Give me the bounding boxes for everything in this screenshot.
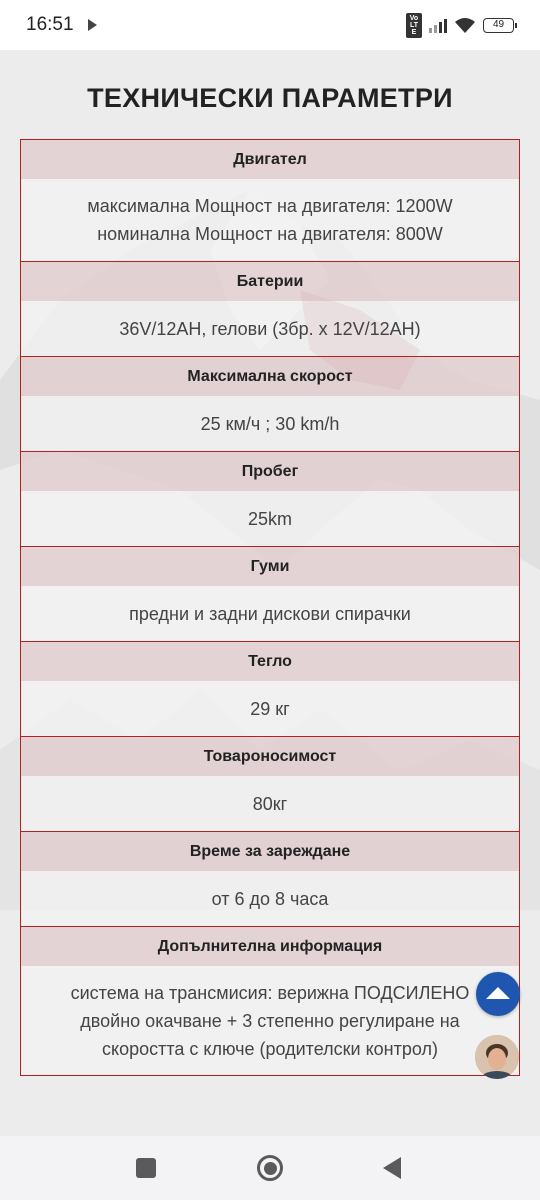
spec-value-line: от 6 до 8 часа: [211, 888, 329, 909]
scroll-to-top-button[interactable]: [476, 972, 520, 1016]
spec-label: Батерии: [21, 262, 519, 301]
spec-value: [21, 966, 519, 1075]
spec-label: Време за зареждане: [21, 832, 519, 871]
spec-value: [21, 776, 519, 831]
spec-row-weight: [21, 642, 519, 737]
spec-value-line: 25 км/ч ; 30 km/h: [200, 413, 340, 434]
spec-row-additional-info: [21, 927, 519, 1075]
main-content: [0, 50, 540, 1136]
spec-row-batteries: [21, 262, 519, 357]
page-title: ТЕХНИЧЕСКИ ПАРАМЕТРИ: [87, 83, 453, 113]
spec-value-line: максимална Мощност на двигателя: 1200W: [87, 196, 453, 216]
back-triangle-icon: [383, 1157, 401, 1179]
play-store-icon: [88, 19, 97, 31]
spec-row-engine: [21, 140, 519, 262]
back-button[interactable]: [378, 1154, 406, 1182]
status-bar: [0, 0, 540, 50]
spec-value-line: предни и задни дискови спирачки: [129, 603, 411, 624]
spec-row-tires: [21, 547, 519, 642]
user-avatar: [475, 1035, 519, 1079]
spec-value: [21, 681, 519, 736]
spec-label: Пробег: [21, 452, 519, 491]
circle-icon: [257, 1155, 283, 1181]
spec-row-load-capacity: [21, 737, 519, 832]
spec-value-line: 25km: [247, 508, 292, 529]
spec-row-range: [21, 452, 519, 547]
spec-value: [21, 179, 519, 261]
spec-label: Тегло: [21, 642, 519, 681]
chat-avatar-button[interactable]: [475, 1035, 519, 1079]
spec-value-line: 29 кг: [250, 698, 290, 719]
spec-row-charging-time: [21, 832, 519, 927]
spec-value-line: скоростта с ключе (родителски контрол): [102, 1038, 438, 1059]
spec-label: Максимална скорост: [21, 357, 519, 396]
spec-value-line: двойно окачване + 3 степенно регулиране на: [80, 1010, 460, 1031]
volte-icon: Vo LTE: [406, 13, 422, 38]
signal-icon: [429, 17, 447, 33]
spec-value-line: система на трансмисия: верижна ПОДСИЛЕНО: [70, 982, 470, 1003]
spec-value: [21, 586, 519, 641]
recents-button[interactable]: [132, 1154, 160, 1182]
spec-table: [20, 139, 520, 1076]
status-time: 16:51: [26, 14, 74, 35]
spec-label: Двигател: [21, 140, 519, 179]
spec-row-max-speed: [21, 357, 519, 452]
spec-value-line: номинална Мощност на двигателя: 800W: [97, 224, 443, 244]
spec-value: [21, 301, 519, 356]
spec-label: Товароносимост: [21, 737, 519, 776]
spec-value: [21, 396, 519, 451]
arrow-up-icon: [486, 987, 510, 999]
spec-label: Гуми: [21, 547, 519, 586]
system-nav-bar: [0, 1136, 540, 1200]
spec-value: [21, 491, 519, 546]
home-button[interactable]: [256, 1154, 284, 1182]
spec-value-line: 36V/12AH, гелови (3бр. x 12V/12AH): [119, 318, 421, 339]
spec-label: Допълнителна информация: [21, 927, 519, 966]
square-icon: [136, 1158, 156, 1178]
battery-icon: 49: [483, 18, 514, 33]
wifi-icon: [454, 17, 476, 34]
spec-value-line: 80кг: [252, 793, 288, 814]
spec-value: [21, 871, 519, 926]
